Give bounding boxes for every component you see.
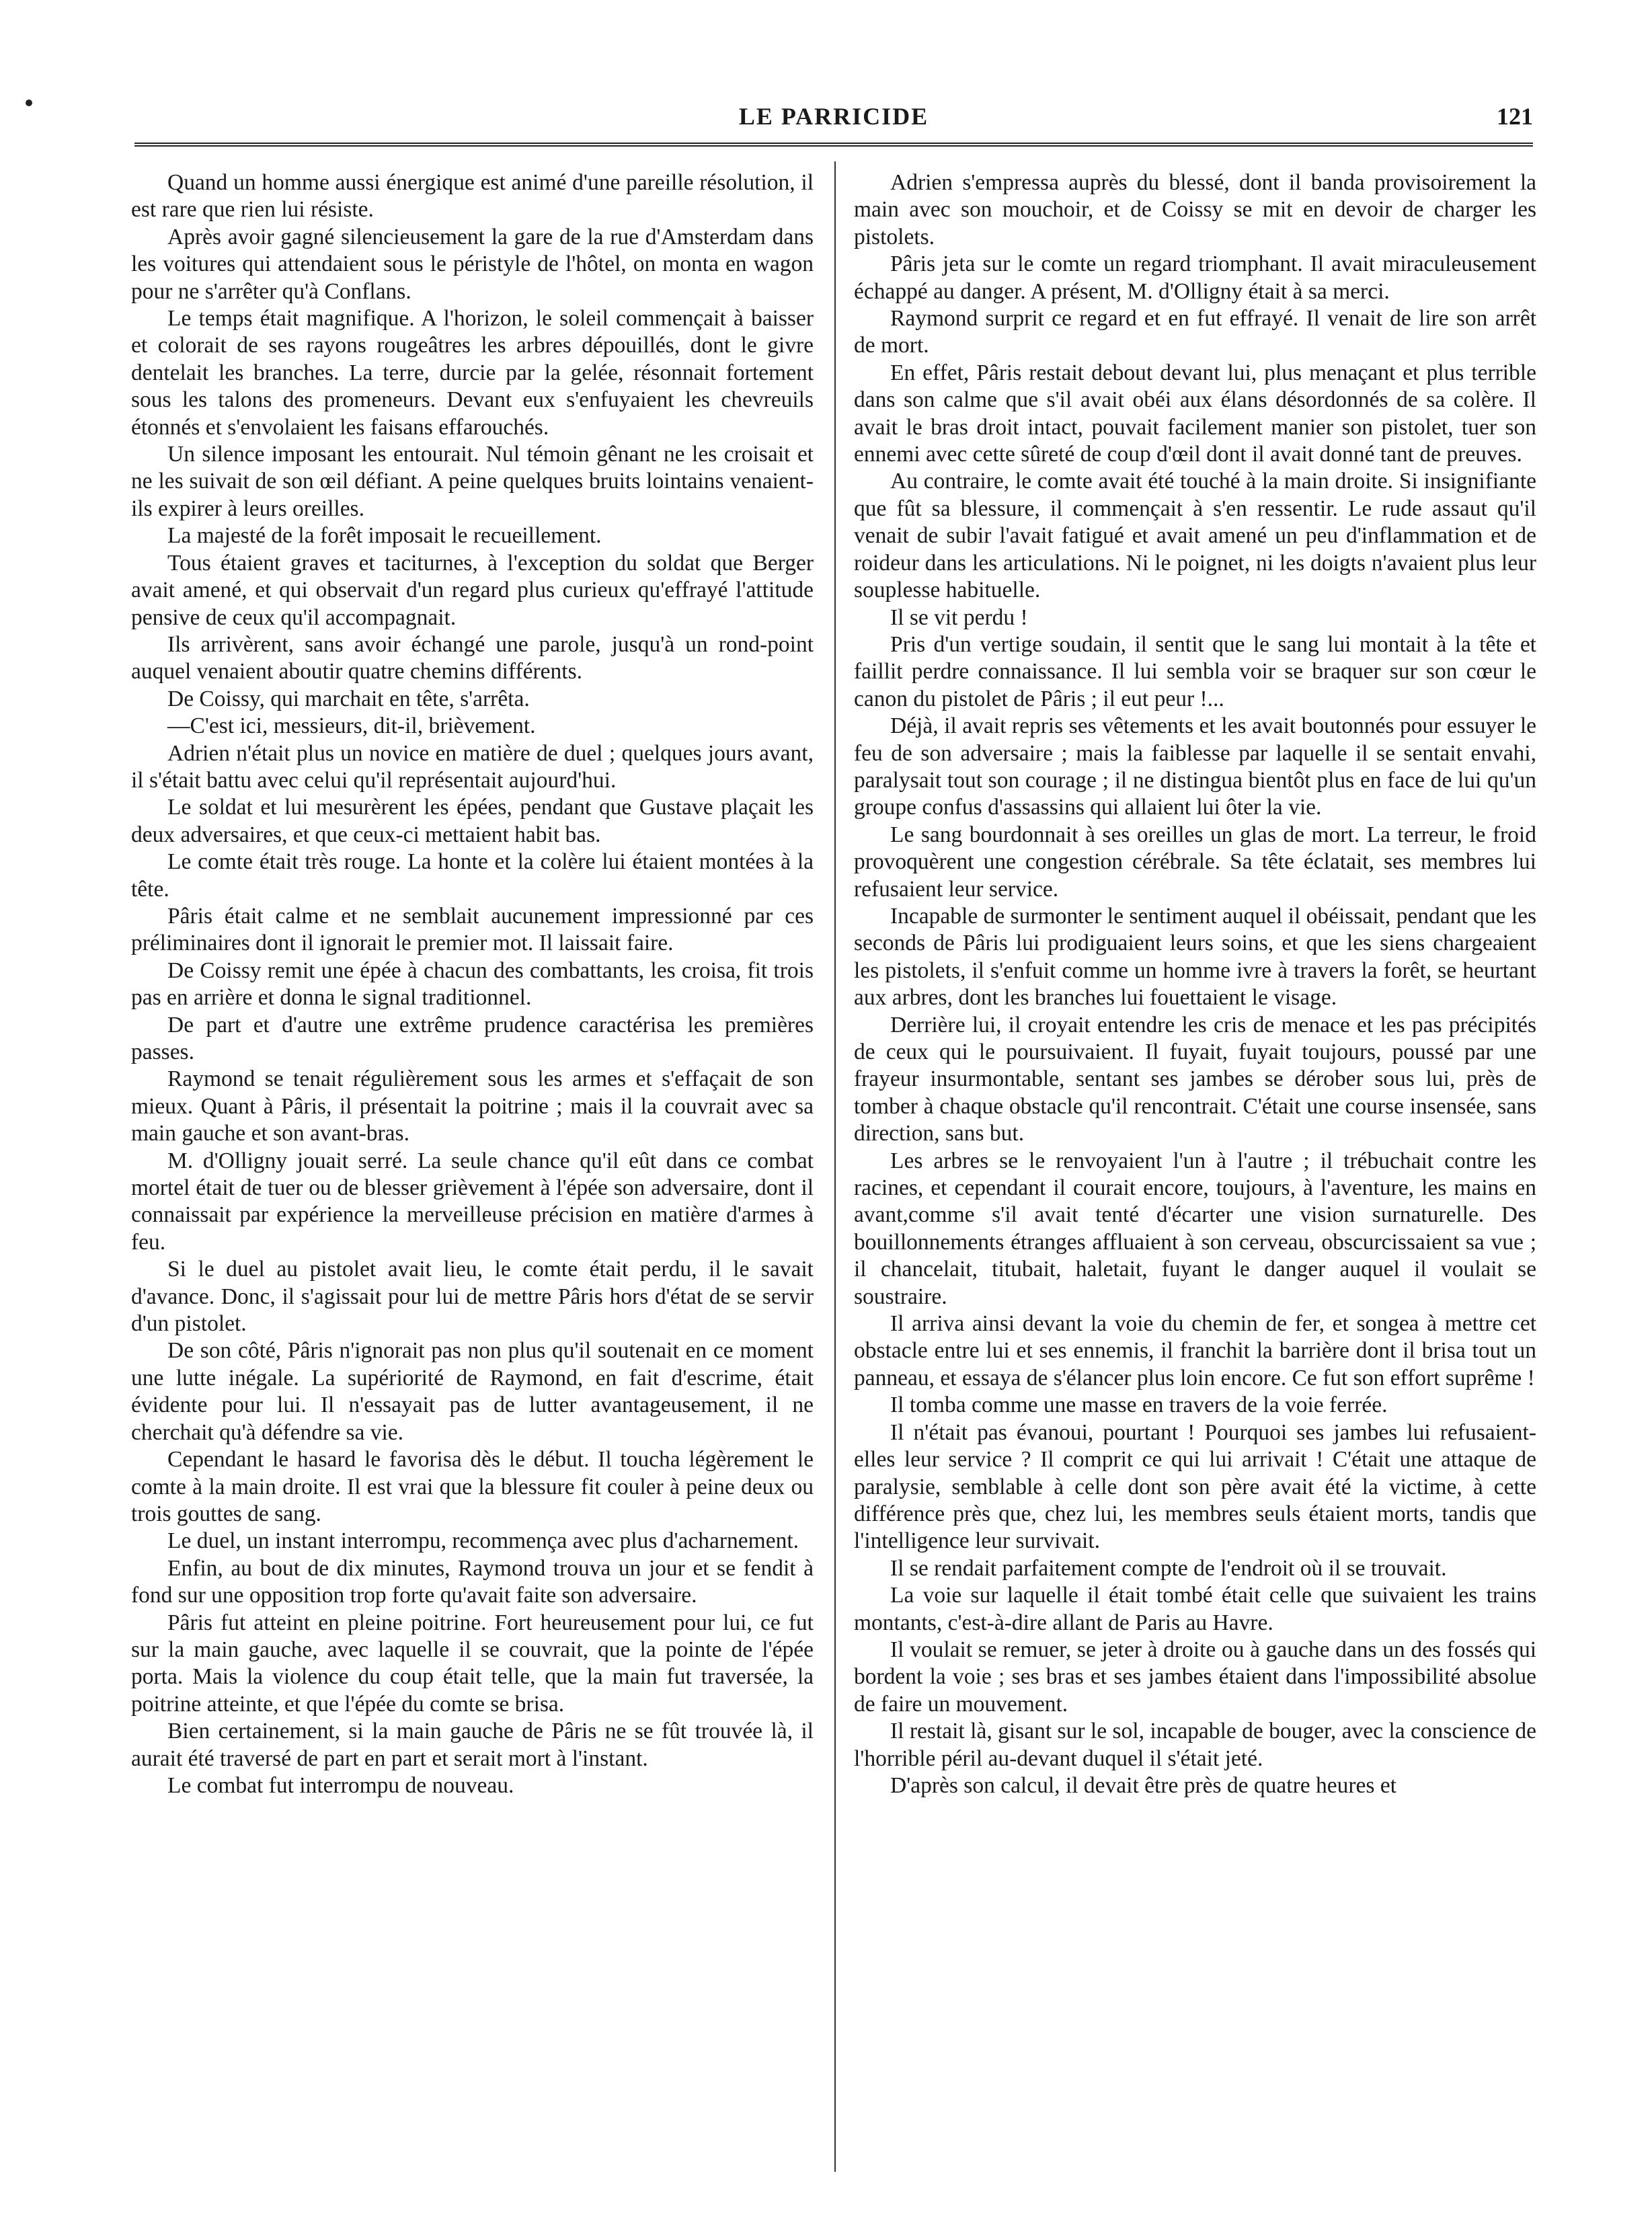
paragraph: —C'est ici, messieurs, dit-il, brièvement. (167, 713, 536, 739)
paragraph: De son côté, Pâris n'ignorait pas non plus qu'il soutenait en ce moment une lutte inégale. La supériorité de Raymond, en fait d'escrime, était évidente pour lui. Il n'essayait pas de lutter avantageusement, il ne cherchait qu'à défendre sa vie. (131, 1338, 814, 1445)
paragraph: Le sang bourdonnait à ses oreilles un glas de mort. La terreur, le froid provoquèrent une congestion cérébrale. Sa tête éclatait, ses membres lui refusaient leur service. (854, 822, 1536, 902)
paragraph: Au contraire, le comte avait été touché à la main droite. Si insignifiante que fût sa blessure, il commençait à s'en ressentir. Le rude assaut qu'il venait de subir l'avait fatigué et avait amené un peu d'inflammation et de roideur dans les articulations. Ni le poignet, ni les doigts n'avaient plus leur souplesse habituelle. (854, 469, 1536, 603)
paragraph: En effet, Pâris restait debout devant lui, plus menaçant et plus terrible dans son calme que s'il avait obéi aux élans désordonnés de sa colère. Il avait le bras droit intact, pouvait facilement manier son pistolet, tuer son ennemi avec cette sûreté de coup d'œil dont il avait donné tant de preuves. (854, 360, 1536, 467)
paragraph: Ils arrivèrent, sans avoir échangé une parole, jusqu'à un rond-point auquel venaient aboutir quatre chemins différents. (131, 631, 814, 684)
text-column-left (131, 169, 814, 2180)
running-title: LE PARRICIDE (738, 103, 929, 130)
paragraph: Le duel, un instant interrompu, recommença avec plus d'acharnement. (167, 1528, 799, 1554)
text-column-right (854, 169, 1536, 2180)
page-number: 121 (1497, 103, 1533, 130)
paragraph: Le soldat et lui mesurèrent les épées, pendant que Gustave plaçait les deux adversaires, et que ceux-ci mettaient habit bas. (131, 795, 814, 847)
paragraph: Le comte était très rouge. La honte et la colère lui étaient montées à la tête. (131, 849, 814, 902)
paragraph: Un silence imposant les entourait. Nul témoin gênant ne les croisait et ne les suivait de son œil défiant. A peine quelques bruits lointains venaient-ils expirer à leurs oreilles. (131, 442, 814, 521)
paragraph: Après avoir gagné silencieusement la gare de la rue d'Amsterdam dans les voitures qui attendaient sous le péristyle de l'hôtel, on monta en wagon pour ne s'arrêter qu'à Conflans. (131, 224, 814, 304)
paragraph: De Coissy, qui marchait en tête, s'arrêta. (167, 686, 530, 711)
paragraph: Il tomba comme une masse en travers de la voie ferrée. (890, 1393, 1388, 1418)
paragraph: Il voulait se remuer, se jeter à droite ou à gauche dans un des fossés qui bordent la voie ; ses bras et ses jambes étaient dans l'impossibilité absolue de faire un mouvement. (854, 1637, 1536, 1717)
paragraph: Derrière lui, il croyait entendre les cris de menace et les pas précipités de ceux qui le poursuivaient. Il fuyait, fuyait toujours, poussé par une frayeur insurmontable, sentant ses jambes se dérober sous lui, près de tomber à chaque obstacle qu'il rencontrait. C'était une course insensée, sans direction, sans but. (854, 1012, 1536, 1146)
paragraph: Il restait là, gisant sur le sol, incapable de bouger, avec la conscience de l'horrible péril au-devant duquel il s'était jeté. (854, 1719, 1536, 1771)
paragraph: Bien certainement, si la main gauche de Pâris ne se fût trouvée là, il aurait été traversé de part en part et serait mort à l'instant. (131, 1719, 814, 1771)
paragraph: Il arriva ainsi devant la voie du chemin de fer, et songea à mettre cet obstacle entre lui et ses ennemis, il franchit la barrière dont il brisa tout un panneau, et essaya de s'élancer plus loin encore. Ce fut son effort suprême ! (854, 1311, 1536, 1390)
paragraph: Si le duel au pistolet avait lieu, le comte était perdu, il le savait d'avance. Donc, il s'agissait pour lui de mettre Pâris hors d'état de se servir d'un pistolet. (131, 1257, 814, 1337)
column-divider (834, 161, 836, 2172)
paragraph: De part et d'autre une extrême prudence caractérisa les premières passes. (131, 1012, 814, 1064)
paragraph: Les arbres se le renvoyaient l'un à l'autre ; il trébuchait contre les racines, et cependant il courait encore, toujours, à l'aventure, les mains en avant,comme s'il avait tenté d'écarter une vision surnaturelle. Des bouillonnements étranges affluaient à son cerveau, obscurcissaient sa vue ; il chancelait, titubait, haletait, fuyant le danger auquel il voulait se soustraire. (854, 1148, 1536, 1309)
paragraph: Cependant le hasard le favorisa dès le début. Il toucha légèrement le comte à la main droite. Il est vrai que la blessure fit couler à peine deux ou trois gouttes de sang. (131, 1447, 814, 1526)
paragraph: Incapable de surmonter le sentiment auquel il obéissait, pendant que les seconds de Pâris lui prodiguaient leurs soins, et que les siens chargeaient les pistolets, il s'enfuit comme un homme ivre à travers la forêt, se heurtant aux arbres, dont les branches lui fouettaient le visage. (854, 903, 1536, 1011)
paragraph: Pâris fut atteint en pleine poitrine. Fort heureusement pour lui, ce fut sur la main gauche, avec laquelle il se couvrait, que la pointe de l'épée porta. Mais la violence du coup était telle, que la main fut traversée, la poitrine atteinte, et que l'épée du comte se brisa. (131, 1610, 814, 1717)
paragraph: Il se vit perdu ! (890, 604, 1028, 630)
paragraph: Quand un homme aussi énergique est animé d'une pareille résolution, il est rare que rien lui résiste. (131, 170, 814, 223)
paragraph: Pâris jeta sur le comte un regard triomphant. Il avait miraculeusement échappé au danger. A présent, M. d'Olligny était à sa merci. (854, 251, 1536, 304)
paragraph: La majesté de la forêt imposait le recueillement. (167, 523, 602, 549)
paragraph: Il n'était pas évanoui, pourtant ! Pourquoi ses jambes lui refusaient-elles leur service ? Il comprit ce qui lui arrivait ! C'était une attaque de paralysie, semblable à celle dont son père avait été la victime, à cette différence près que, chez lui, les membres seuls étaient morts, tandis que l'intelligence leur survivait. (854, 1419, 1536, 1554)
paragraph: Tous étaient graves et taciturnes, à l'exception du soldat que Berger avait amené, et qui observait d'un regard plus curieux qu'effrayé l'attitude pensive de ceux qu'il accompagnait. (131, 550, 814, 630)
paragraph: Adrien s'empressa auprès du blessé, dont il banda provisoirement la main avec son mouchoir, et de Coissy se mit en devoir de charger les pistolets. (854, 170, 1536, 249)
paragraph: Le temps était magnifique. A l'horizon, le soleil commençait à baisser et colorait de ses rayons rougeâtres les arbres dépouillés, dont le givre dentelait les branches. La terre, durcie par la gelée, résonnait fortement sous les talons des promeneurs. Devant eux s'enfuyaient les chevreuils étonnés et s'envolaient les faisans effarouchés. (131, 306, 814, 440)
paragraph: M. d'Olligny jouait serré. La seule chance qu'il eût dans ce combat mortel était de tuer ou de blesser grièvement à l'épée son adversaire, dont il connaissait par expérience la merveilleuse précision en matière d'armes à feu. (131, 1148, 814, 1255)
paragraph: Raymond se tenait régulièrement sous les armes et s'effaçait de son mieux. Quant à Pâris, il présentait la poitrine ; mais il la couvrait avec sa main gauche et son avant-bras. (131, 1066, 814, 1146)
paragraph: Enfin, au bout de dix minutes, Raymond trouva un jour et se fendit à fond sur une opposition trop forte qu'avait faite son adversaire. (131, 1555, 814, 1608)
ink-speck (26, 100, 32, 106)
header-rule (134, 143, 1533, 147)
paragraph: La voie sur laquelle il était tombé était celle que suivaient les trains montants, c'est-à-dire allant de Paris au Havre. (854, 1583, 1536, 1635)
paragraph: Pris d'un vertige soudain, il sentit que le sang lui montait à la tête et faillit perdre connaissance. Il lui sembla voir se braquer sur son cœur le canon du pistolet de Pâris ; il eut peur !... (854, 631, 1536, 711)
paragraph: Adrien n'était plus un novice en matière de duel ; quelques jours avant, il s'était battu avec celui qu'il représentait aujourd'hui. (131, 740, 814, 793)
paragraph: Pâris était calme et ne semblait aucunement impressionné par ces préliminaires dont il ignorait le premier mot. Il laissait faire. (131, 903, 814, 956)
paragraph: Le combat fut interrompu de nouveau. (167, 1772, 514, 1798)
paragraph: Déjà, il avait repris ses vêtements et les avait boutonnés pour essuyer le feu de son adversaire ; mais la faiblesse par laquelle il se sentait envahi, paralysait tout son courage ; il ne distingua bientôt plus en face de lui qu'un groupe confus d'assassins qui allaient lui ôter la vie. (854, 713, 1536, 820)
paragraph: Il se rendait parfaitement compte de l'endroit où il se trouvait. (890, 1555, 1447, 1581)
running-head (134, 101, 1533, 141)
paragraph: De Coissy remit une épée à chacun des combattants, les croisa, fit trois pas en arrière et donna le signal traditionnel. (131, 957, 814, 1011)
paragraph: D'après son calcul, il devait être près de quatre heures et (890, 1772, 1397, 1798)
paragraph: Raymond surprit ce regard et en fut effrayé. Il venait de lire son arrêt de mort. (854, 306, 1536, 358)
